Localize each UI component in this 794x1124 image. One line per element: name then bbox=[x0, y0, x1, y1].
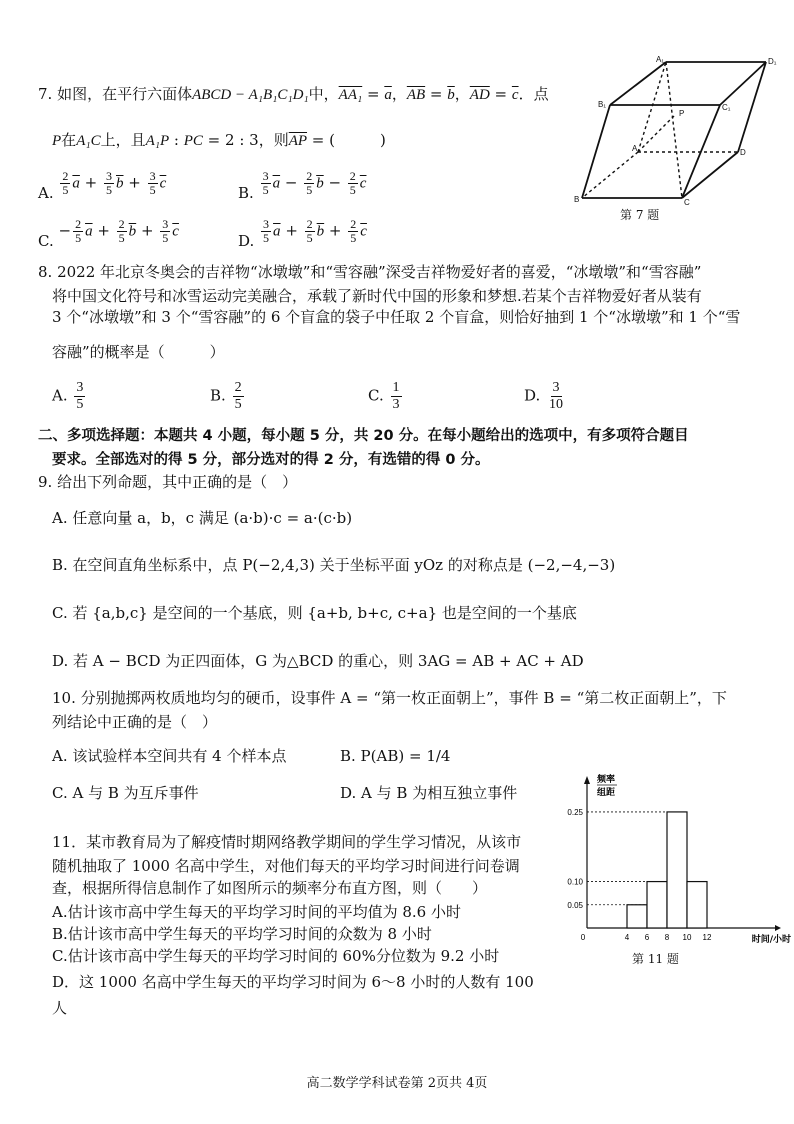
y-axis-label-top: 频率 bbox=[597, 775, 616, 785]
x-tick-label: 10 bbox=[682, 933, 692, 942]
q11-option-a: A.估计该市高中学生每天的平均学习时间的平均值为 8.6 小时 bbox=[52, 903, 461, 921]
x-axis-label: 时间/小时 bbox=[751, 935, 791, 945]
q9-option-b: B. 在空间直角坐标系中，点 P(−2,4,3) 关于坐标平面 yOz 的对称点是 (−2,−4,−3) bbox=[52, 556, 616, 574]
q11-option-d-line2: 人 bbox=[52, 999, 68, 1017]
histogram-bar bbox=[627, 905, 647, 928]
q11-line1: 11．某市教育局为了解疫情时期网络教学期间的学生学习情况，从该市 bbox=[52, 833, 522, 851]
point-label-p: P bbox=[679, 109, 685, 118]
q8-line2: 将中国文化符号和冰雪运动完美融合，承载了新时代中国的形象和梦想.若某个吉祥物爱好者从装有 bbox=[52, 287, 702, 305]
q10-line1: 10. 分别抛掷两枚质地均匀的硬币，设事件 A = “第一枚正面朝上”，事件 B = “第二枚正面朝上”，下 bbox=[52, 689, 727, 707]
q8-line1: 8. 2022 年北京冬奥会的吉祥物“冰墩墩”和“雪容融”深受吉祥物爱好者的喜爱，“冰墩墩”和“雪容融” bbox=[38, 263, 702, 281]
q7-stem-line1: 7. 如图，在平行六面体ABCD − A₁B₁C₁D₁中，$AA_1 = \overline{a}$，$\overline{AB} = \overline{b}$，$\overline{AD} = \overline{c}$．点 bbox=[38, 85, 549, 103]
q11-line2: 随机抽取了 1000 名高中学生，对他们每天的平均学习时间进行问卷调 bbox=[52, 857, 520, 875]
q10-option-c: C. A 与 B 为互斥事件 bbox=[52, 784, 199, 802]
y-tick-label: 0.10 bbox=[567, 877, 583, 887]
vertex-label-b: B bbox=[574, 195, 580, 204]
q11-option-d-line1: D．这 1000 名高中学生每天的平均学习时间为 6～8 小时的人数有 100 bbox=[52, 973, 534, 991]
histogram-bar bbox=[687, 882, 707, 928]
vertex-label-c: C bbox=[684, 198, 690, 207]
x-tick-label: 4 bbox=[624, 933, 630, 942]
y-axis-label-bottom: 组距 bbox=[597, 788, 616, 798]
q8-option-a: A. $\frac{3}{5}$ bbox=[52, 380, 84, 412]
q7-stem-line2: P在A₁C上，且A₁P : PC = 2 : 3，则$\overline{AP}$ = ( ) bbox=[52, 131, 386, 149]
q8-option-d: D. $\frac{3}{10}$ bbox=[524, 380, 564, 412]
q10-option-d: D. A 与 B 为相互独立事件 bbox=[340, 784, 518, 802]
x-tick-label: 6 bbox=[644, 933, 650, 942]
x-tick-label: 12 bbox=[702, 933, 712, 942]
q11-option-b: B.估计该市高中学生每天的平均学习时间的众数为 8 小时 bbox=[52, 925, 432, 943]
q11-option-c: C.估计该市高中学生每天的平均学习时间的 60%分位数为 9.2 小时 bbox=[52, 947, 500, 965]
frequency-histogram bbox=[555, 770, 794, 950]
parallelepiped-figure bbox=[570, 50, 785, 230]
vertex-label-d1: D₁ bbox=[768, 57, 777, 66]
q9-option-c: C. 若 {a,b,c} 是空间的一个基底，则 {a+b, b+c, c+a} 也是空间的一个基底 bbox=[52, 604, 577, 622]
q9-option-d: D. 若 A − BCD 为正四面体，G 为△BCD 的重心，则 3AG = AB + AC + AD bbox=[52, 652, 584, 670]
q7-option-b: B. $\frac{3}{5}$ $\overline{a}$ − $\frac{2}{5}$ $\overline{b}$ − $\frac{2}{5}$ $\overline{c}$ bbox=[238, 169, 367, 202]
q8-option-c: C. $\frac{1}{3}$ bbox=[368, 380, 400, 412]
x-tick-label: 0 bbox=[580, 933, 586, 942]
vertex-label-a: A bbox=[632, 144, 638, 153]
x-tick-label: 8 bbox=[664, 933, 670, 942]
vertex-label-c1: C₁ bbox=[722, 103, 731, 112]
vertex-label-d: D bbox=[740, 148, 746, 157]
q10-option-b: B. P(AB) = 1/4 bbox=[340, 747, 451, 765]
x-axis-arrow-icon bbox=[775, 925, 781, 931]
q11-line3: 查，根据所得信息制作了如图所示的频率分布直方图，则（ ） bbox=[52, 879, 488, 897]
q10-line2: 列结论中正确的是（ ） bbox=[52, 713, 218, 731]
section2-heading-line1: 二、多项选择题：本题共 4 小题，每小题 5 分，共 20 分。在每小题给出的选项中，有多项符合题目 bbox=[38, 428, 689, 444]
vertex-label-b1: B₁ bbox=[598, 100, 607, 109]
y-tick-label: 0.25 bbox=[567, 807, 583, 817]
q9-option-a: A. 任意向量 a，b，c 满足 (a·b)·c = a·(c·b) bbox=[52, 509, 353, 527]
q8-line3: 3 个“冰墩墩”和 3 个“雪容融”的 6 个盲盒的袋子中任取 2 个盲盒，则恰好抽到 1 个“冰墩墩”和 1 个“雪 bbox=[52, 308, 741, 326]
q7-option-a: A. $\frac{2}{5}$ $\overline{a}$ + $\frac{3}{5}$ $\overline{b}$ + $\frac{3}{5}$ $\overline{c}$ bbox=[38, 169, 167, 202]
q9-stem: 9. 给出下列命题，其中正确的是（ ） bbox=[38, 473, 298, 491]
y-axis-arrow-icon bbox=[584, 776, 590, 784]
y-tick-label: 0.05 bbox=[567, 900, 583, 910]
q8-option-b: B. $\frac{2}{5}$ bbox=[210, 380, 242, 412]
histogram-bar bbox=[647, 882, 667, 928]
histogram-bar bbox=[667, 812, 687, 928]
q8-line4: 容融”的概率是（ ） bbox=[52, 343, 225, 361]
q10-option-a: A. 该试验样本空间共有 4 个样本点 bbox=[52, 747, 287, 765]
q11-figure-caption: 第 11 题 bbox=[632, 952, 679, 966]
section2-heading-line2: 要求。全部选对的得 5 分，部分选对的得 2 分，有选错的得 0 分。 bbox=[52, 452, 490, 468]
q7-option-d: D. $\frac{3}{5}$ $\overline{a}$ + $\frac{2}{5}$ $\overline{b}$ + $\frac{2}{5}$ $\overline{c}$ bbox=[238, 217, 367, 250]
q7-option-c: C. − $\frac{2}{5}$ $\overline{a}$ + $\frac{2}{5}$ $\overline{b}$ + $\frac{3}{5}$ $\overline{c}$ bbox=[38, 217, 179, 250]
vertex-label-a1: A₁ bbox=[656, 55, 665, 64]
page-footer: 高二数学学科试卷第 2页共 4页 bbox=[306, 1076, 488, 1091]
q7-figure-caption: 第 7 题 bbox=[620, 208, 660, 222]
